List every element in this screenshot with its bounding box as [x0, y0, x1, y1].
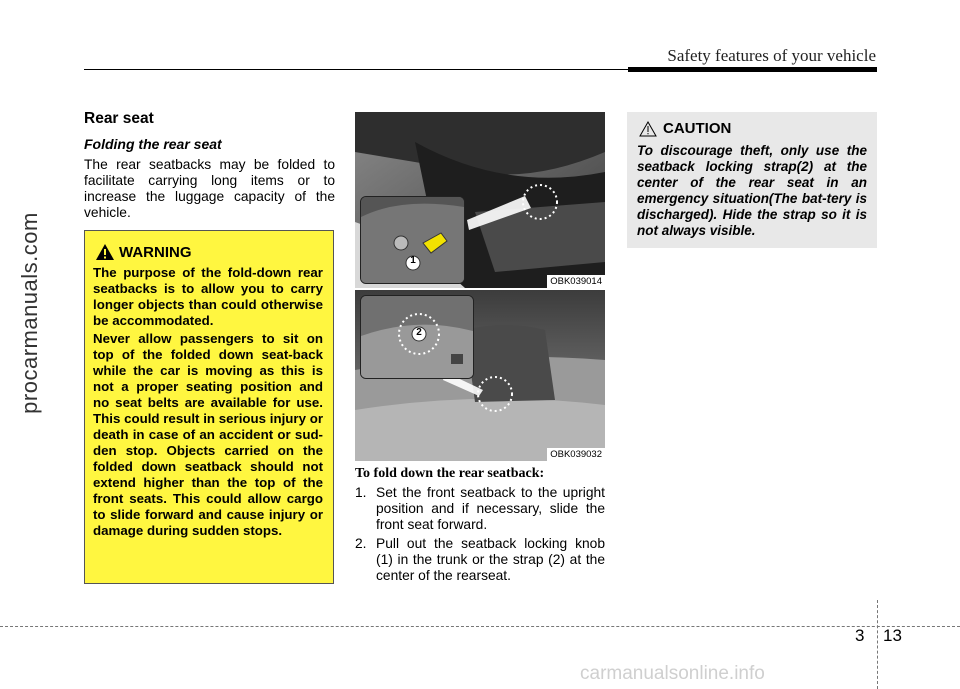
warning-title: WARNING [119, 243, 192, 261]
locking-knob-illustration [361, 197, 464, 283]
instructions-heading: To fold down the rear seatback: [355, 466, 545, 481]
intro-paragraph: The rear seatbacks may be folded to facilitate carrying long items or to increase the luggage capacity of the vehicle. [84, 157, 335, 220]
step-text: Pull out the seatback locking knob (1) in the trunk or the strap (2) at the center of the rearseat. [376, 536, 605, 583]
instruction-step-2 [355, 536, 605, 584]
running-header: Safety features of your vehicle [667, 46, 876, 65]
section-title: Rear seat [84, 110, 154, 127]
warning-box [84, 230, 334, 584]
step-number: 1. [355, 485, 367, 500]
strap-inset [360, 295, 474, 379]
figure-code-1: OBK039014 [547, 275, 605, 288]
caution-title: CAUTION [663, 120, 732, 137]
warning-triangle-icon [95, 243, 115, 261]
side-watermark[interactable]: procarmanuals.com [17, 212, 42, 414]
rear-seat-photo [355, 290, 605, 461]
trunk-photo [355, 112, 605, 288]
caution-header [639, 120, 731, 137]
knob-inset [360, 196, 465, 284]
callout-1: 1 [410, 255, 416, 266]
page-number: 13 [883, 626, 902, 645]
warning-paragraph-1: The purpose of the fold-down rear seatbacks is to allow you to carry longer objects than could otherwise be accommodated. [93, 265, 323, 328]
step-number: 2. [355, 536, 367, 551]
footer-rule [0, 626, 960, 627]
caution-box [627, 112, 877, 248]
bottom-watermark[interactable]: carmanualsonline.info [580, 663, 765, 684]
warning-paragraph-2: Never allow passengers to sit on top of the folded down seat-back while the car is moving as this is not a proper seating position and no seat belts are available for use. This could result in serious injury or death in case of an accident or sud-den stop. Objects carried on the folded down seatback should not extend higher than the top of the front seats. This could allow cargo to slide forward and cause injury or damage during sudden stops. [93, 331, 323, 538]
caution-text: To discourage theft, only use the seatback locking strap(2) at the center of the rear seat in an emergency situation(The bat-tery is discharged). Hide the strap so it is not always visible. [637, 143, 867, 238]
warning-header [95, 243, 192, 261]
caution-triangle-icon [639, 121, 657, 137]
instruction-step-1 [355, 485, 605, 533]
header-bar [628, 67, 877, 72]
figure-code-2: OBK039032 [547, 448, 605, 461]
callout-2: 2 [416, 327, 422, 338]
footer-divider [877, 600, 878, 689]
step-text: Set the front seatback to the upright position and if necessary, slide the front seat forward. [376, 485, 605, 532]
section-subtitle: Folding the rear seat [84, 136, 222, 152]
section-number: 3 [855, 626, 865, 645]
